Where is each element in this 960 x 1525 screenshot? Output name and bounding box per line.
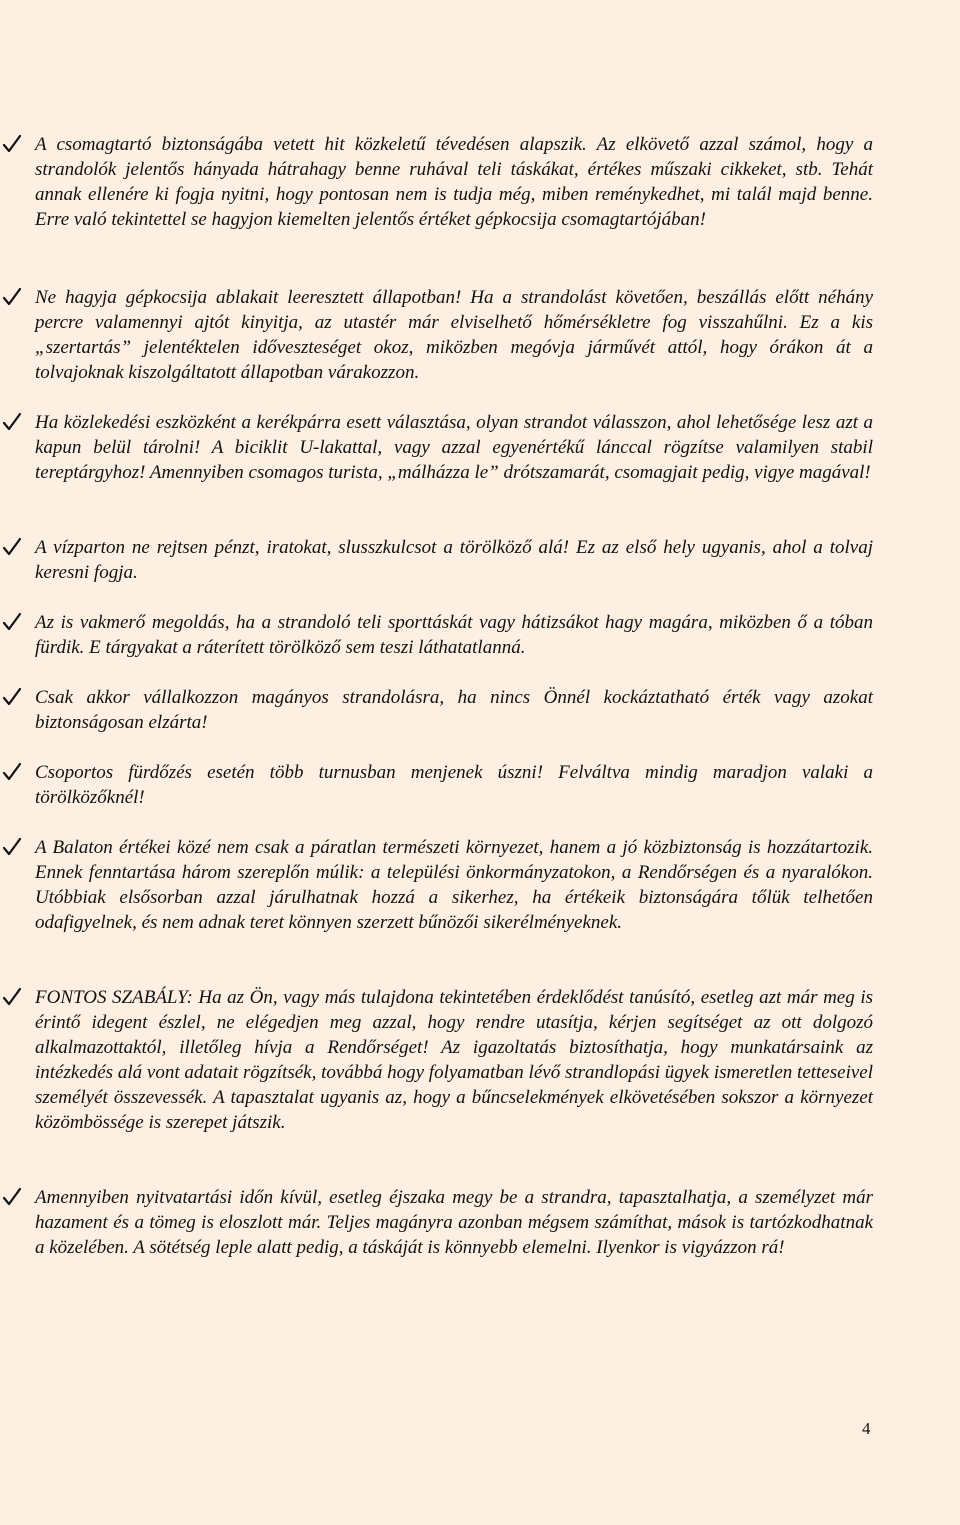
- checkmark-icon: [2, 985, 22, 1009]
- page-number: 4: [862, 1419, 871, 1438]
- checkmark-icon: [2, 685, 22, 709]
- list-item-text: FONTOS SZABÁLY: Ha az Ön, vagy más tulajdona tekintetében érdeklődést tanúsító, esetleg azt már meg is érintő idegent észlel, ne elégedjen meg azzal, hogy rendre utasítja, kérjen segítséget az ott dolgozó alkalmazottaktól, illetőleg hívja a Rendőrséget! Az igazoltatás biztosíthatja, hogy munkatársaink az intézkedés alá vont adatait rögzítsék, továbbá hogy folyamatban lévő strandlopási ügyek ismeretlen tetteseivel személyét összevessék. A tapasztalat ugyanis az, hogy a bűncselekmények elkövetésében sokszor a környezet közömbössége is szerepet játszik.: [35, 987, 873, 1133]
- checkmark-icon: [2, 285, 22, 309]
- list-item-text: A vízparton ne rejtsen pénzt, iratokat, slusszkulcsot a törölköző alá! Ez az első hely ugyanis, ahol a tolvaj keresni fogja.: [35, 537, 873, 583]
- list-item-text: Amennyiben nyitvatartási időn kívül, esetleg éjszaka megy be a strandra, tapasztalhatja, a személyzet már hazament és a tömeg is eloszlott már. Teljes magányra azonban mégsem számíthat, mások is tartózkodhatnak a közelében. A sötétség leple alatt pedig, a táskáját is könnyebb elemelni. Ilyenkor is vigyázzon rá!: [35, 1187, 873, 1258]
- list-item-text: Csoportos fürdőzés esetén több turnusban menjenek úszni! Felváltva mindig maradjon valaki a törölközőknél!: [35, 762, 873, 808]
- checkmark-icon: [2, 760, 22, 784]
- checkmark-icon: [2, 835, 22, 859]
- checkmark-icon: [2, 535, 22, 559]
- list-item-text: Csak akkor vállalkozzon magányos strandolásra, ha nincs Önnél kockáztatható érték vagy azokat biztonságosan elzárta!: [35, 687, 873, 733]
- list-item-text: Az is vakmerő megoldás, ha a strandoló teli sporttáskát vagy hátizsákot hagy magára, miközben ő a tóban fürdik. E tárgyakat a ráterített törölköző sem teszi láthatatlanná.: [35, 612, 873, 658]
- list-item-text: Ha közlekedési eszközként a kerékpárra esett választása, olyan strandot válasszon, ahol lehetősége lesz azt a kapun belül tárolni! A biciklit U-lakattal, vagy azzal egyenértékű lánccal rögzítse valamilyen stabil tereptárgyhoz! Amennyiben csomagos turista, „málházza le” drótszamarát, csomagjait pedig, vigye magával!: [35, 412, 873, 483]
- checkmark-icon: [2, 1185, 22, 1209]
- checkmark-icon: [2, 132, 22, 156]
- checkmark-icon: [2, 410, 22, 434]
- list-item-text: A Balaton értékei közé nem csak a páratlan természeti környezet, hanem a jó közbiztonság is hozzátartozik. Ennek fenntartása három szereplőn múlik: a települési önkormányzatokon, a Rendőrségen és a nyaralókon. Utóbbiak elsősorban azzal járulhatnak hozzá a sikerhez, ha értékeik biztonságára tőlük telhetően odafigyelnek, és nem adnak teret könnyen szerzett bűnözői sikerélményeknek.: [35, 837, 873, 933]
- checkmark-icon: [2, 610, 22, 634]
- list-item-text: Ne hagyja gépkocsija ablakait leeresztett állapotban! Ha a strandolást követően, beszállás előtt néhány percre valamennyi ajtót kinyitja, az utastér már elviselhető hőmérsékletre fog visszahűlni. Ez a kis „szertartás” jelentéktelen időveszteséget okoz, miközben megóvja járművét attól, hogy órákon át a tolvajoknak kiszolgáltatott állapotban várakozzon.: [35, 287, 873, 383]
- list-item-text: A csomagtartó biztonságába vetett hit közkeletű tévedésen alapszik. Az elkövető azzal számol, hogy a strandolók jelentős hányada hátrahagy benne ruhával teli táskákat, értékes műszaki cikkeket, stb. Tehát annak ellenére ki fogja nyitni, hogy pontosan nem is tudja még, miben reménykedhet, mi talál majd benne. Erre való tekintettel se hagyjon kiemelten jelentős értéket gépkocsija csomagtartójában!: [35, 134, 873, 230]
